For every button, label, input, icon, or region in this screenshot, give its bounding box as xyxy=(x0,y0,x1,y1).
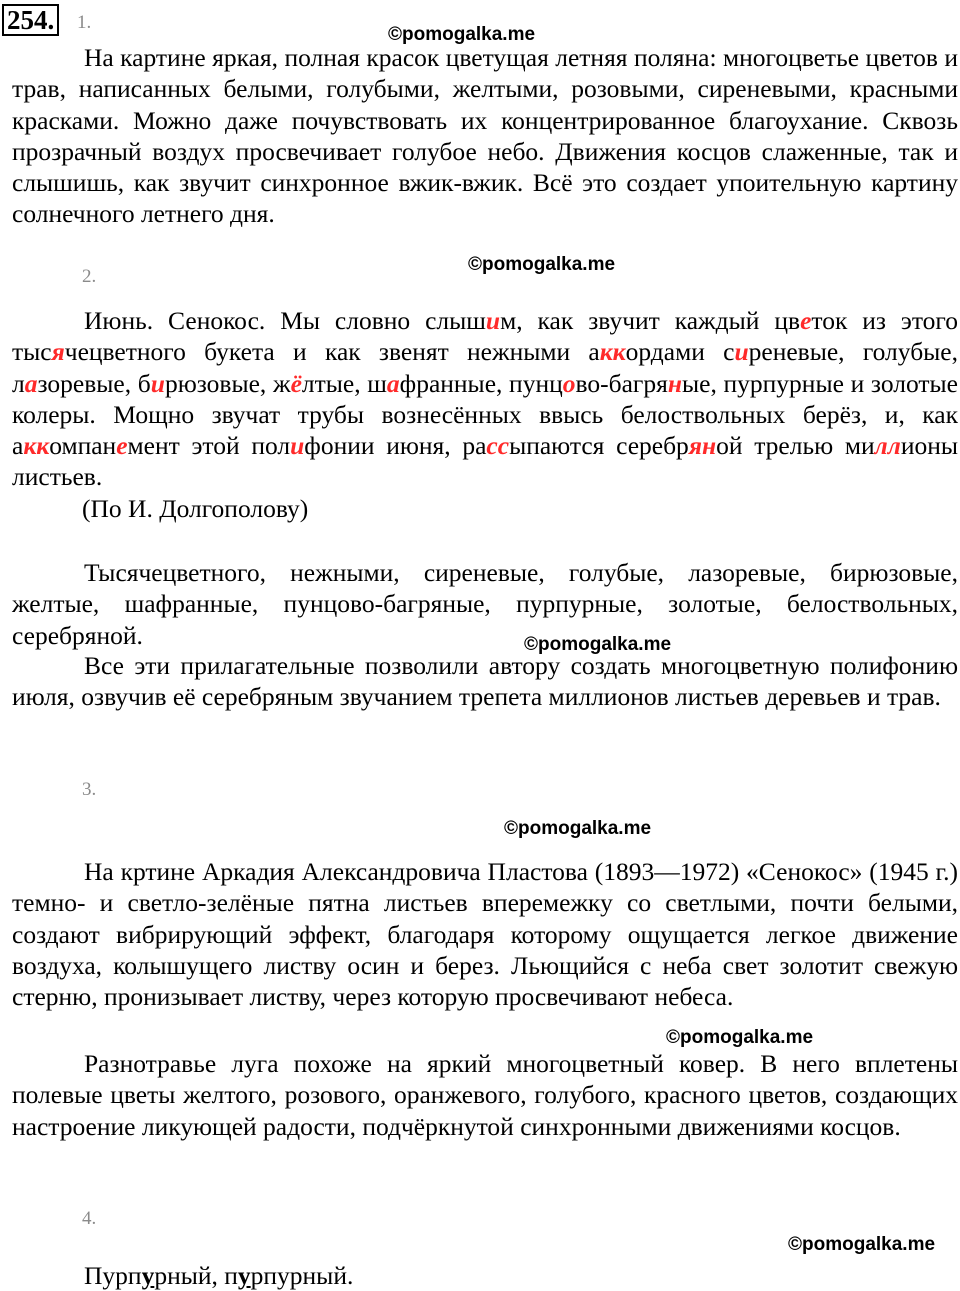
section-number-3: 3. xyxy=(82,779,97,800)
watermark: ©pomogalka.me xyxy=(388,24,536,45)
watermark: ©pomogalka.me xyxy=(504,818,652,839)
section-number-2: 2. xyxy=(82,266,97,287)
section3-paragraph2: Разнотравье луга похоже на яркий многоцветный ковер. В него вплетены полевые цветы желтого, розового, оранжевого, голубого, красного цветов, создающих настроение ликующей радости, подчёркнутой синхронными движениями косцов. xyxy=(12,1049,958,1141)
section-number-1: 1. xyxy=(77,12,92,33)
watermark: ©pomogalka.me xyxy=(666,1027,814,1048)
section2-conclusion: Все эти прилагательные позволили автору создать многоцветную полифонию июля, озвучив её серебряным звучанием трепета миллионов листьев деревьев и трав. xyxy=(12,651,958,712)
watermark: ©pomogalka.me xyxy=(788,1234,936,1255)
section4-answer: Пурпурный, пурпурный. xyxy=(84,1261,354,1290)
section2-adjectives: Тысячецветного, нежными, сиреневые, голубые, лазоревые, бирюзовые, желтые, шафранные, пунцово-багряные, пурпурные, золотые, белоствольных, серебряной. xyxy=(12,558,958,650)
section1-paragraph: На картине яркая, полная красок цветущая летняя поляна: многоцветье цветов и трав, написанных белыми, голубыми, желтыми, розовыми, сиреневыми, красными красками. Можно даже почувствовать их концентрированное благоухание. Сквозь прозрачный воздух просвечивает голубое небо. Движения косцов слаженные, так и слышишь, как звучит синхронное вжик-вжик. Всё это создает упоительную картину солнечного летнего дня. xyxy=(12,43,958,229)
section3-paragraph1: На кртине Аркадия Александровича Пластова (1893—1972) «Сенокос» (1945 г.) темно- и светло-зелёные пятна листьев вперемежку со светлыми, почти белыми, создают вибрирующий эффект, благодаря которому ощущается легкое движение воздуха, колышущего листву осин и берез. Льющийся с неба свет золотит свежую стерню, пронизывает листву, через которую просвечивают небеса. xyxy=(12,857,958,1012)
exercise-number-badge: 254. xyxy=(2,4,59,36)
source-citation: (По И. Долгополову) xyxy=(82,494,309,523)
section-number-4: 4. xyxy=(82,1208,97,1229)
watermark: ©pomogalka.me xyxy=(468,254,616,275)
watermark: ©pomogalka.me xyxy=(524,634,672,655)
section2-main-text: Июнь. Сенокос. Мы словно слышим, как звучит каждый цветок из этого тысячецветного букета и как звенят нежными аккордами сиреневые, голубые, лазоревые, бирюзовые, жёлтые, шафранные, пунцово-багряные, пурпурные и золотые колеры. Мощно звучат трубы вознесённых ввысь белоствольных берёз, и, как аккомпанемент этой полифонии июня, рассыпаются серебряной трелью миллионы листьев. xyxy=(12,306,959,492)
